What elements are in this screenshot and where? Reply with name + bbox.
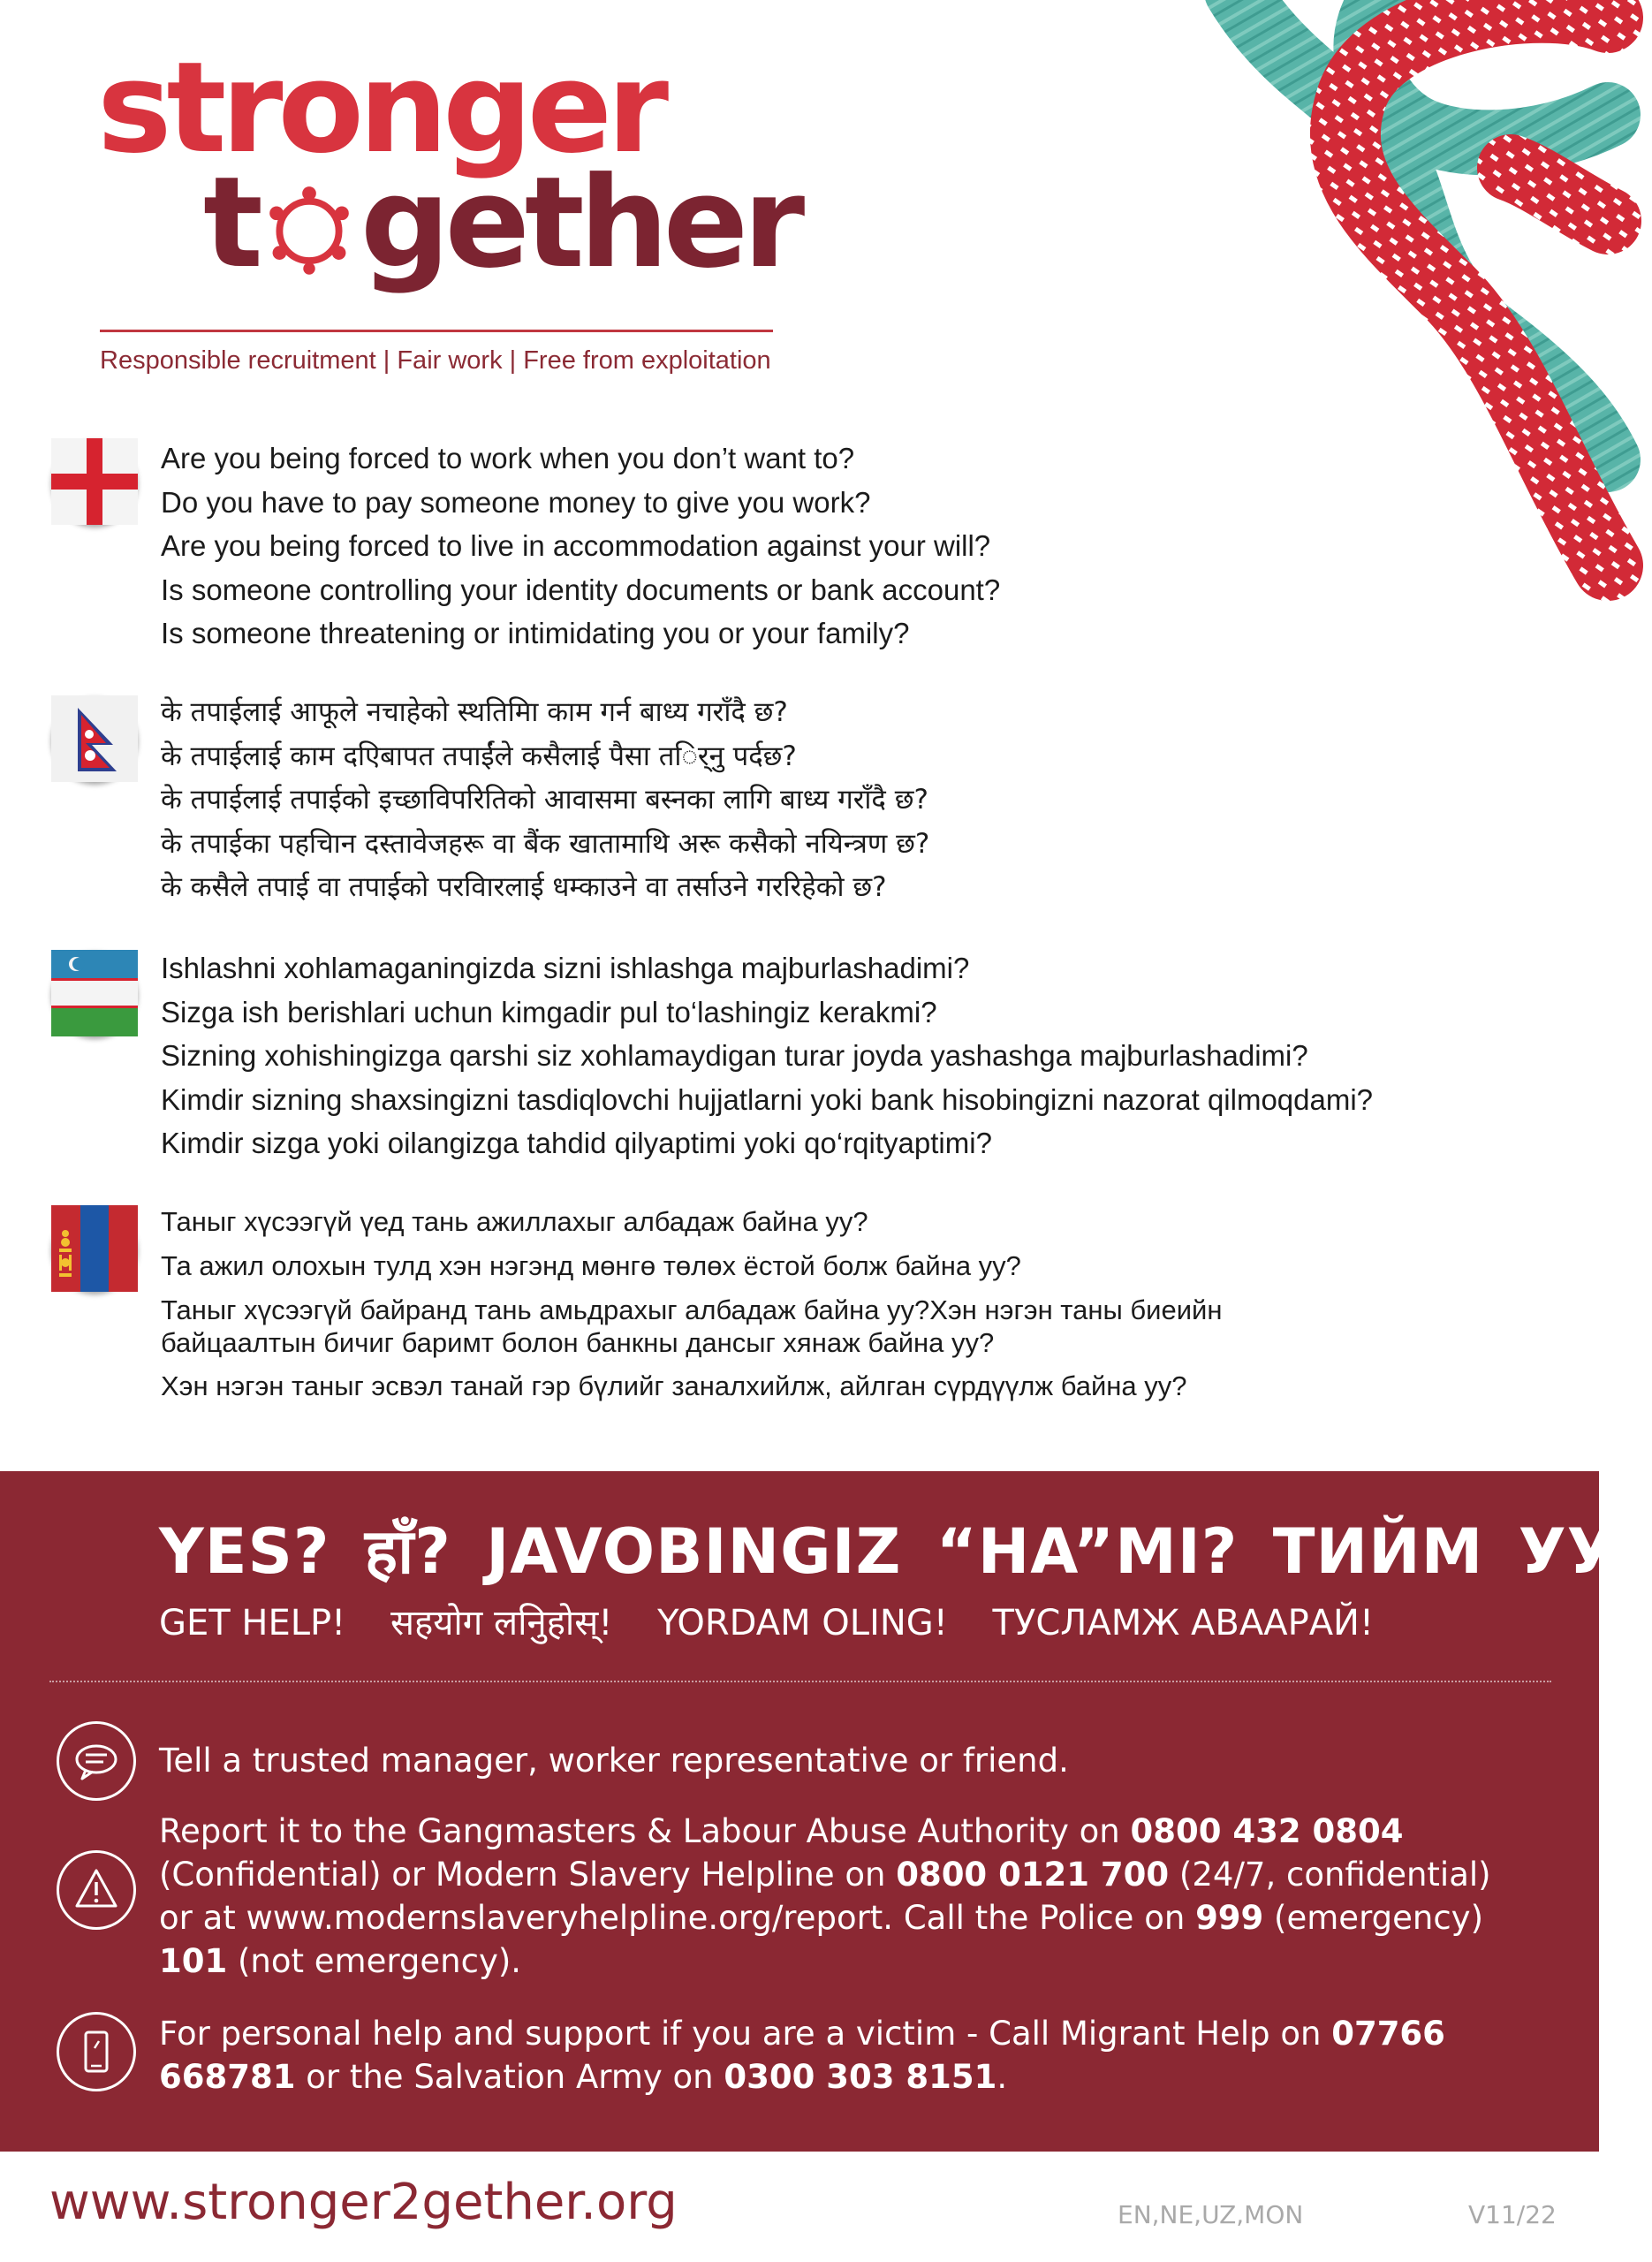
question-en-5: Is someone threatening or intimidating you or your family?	[161, 617, 910, 649]
get-help-ne: सहयोग लनिुहोस्!	[390, 1603, 613, 1643]
tell-text: Tell a trusted manager, worker representative or friend.	[159, 1742, 1069, 1780]
version-label: V11/22	[1468, 2200, 1557, 2229]
question-uz-4: Kimdir sizning shaxsingizni tasdiqlovchi hujjatlarni yoki bank hisobingizni nazorat qilmoqdami?	[161, 1082, 1374, 1116]
people-circle-icon	[260, 178, 359, 277]
question-mn-2: Та ажил олохын тулд хэн нэгэнд мөнгө төлөх ёстой болж байна уу?	[161, 1250, 1021, 1281]
uzbekistan-flag-icon	[51, 950, 138, 1036]
report-text-4: (emergency)	[1263, 1899, 1483, 1937]
questions-uzbek	[161, 946, 1373, 1165]
yes-headline	[159, 1507, 1652, 1591]
questions-english	[161, 436, 1000, 656]
question-mn-4: Хэн нэгэн таныг эсвэл танай гэр бүлийг заналхийлж, айлган сүрдүүлж байна уу?	[161, 1370, 1187, 1401]
gla-phone: 0800 432 0804	[1130, 1812, 1404, 1850]
question-en-4: Is someone controlling your identity documents or bank account?	[161, 573, 1001, 606]
question-mn-3b: байцаалтын бичиг баримт болон банкны дансыг хянаж байна уу?	[161, 1327, 995, 1358]
get-help-uz: YORDAM OLING!	[657, 1603, 948, 1643]
yes-uz: JAVOBINGIZ “HA”MI?	[486, 1515, 1239, 1588]
logo-together-text	[203, 150, 800, 296]
question-uz-3: Sizning xohishingizga qarshi siz xohlamaydigan turar joyda yashashga majburlashadimi?	[161, 1039, 1308, 1072]
logo-divider	[100, 330, 773, 332]
get-help-mn: ТУСЛАМЖ АВААРАЙ!	[992, 1603, 1375, 1643]
support-text-2: or the Salvation Army on	[295, 2058, 724, 2096]
question-ne-4: के तपाईका पहचिान दस्तावेजहरू वा बैंक खातामाथि अरू कसैको नयिन्त्रण छ?	[161, 827, 930, 860]
warning-triangle-icon	[57, 1850, 136, 1930]
logo-stronger-text: stronger	[97, 35, 664, 181]
police-emergency-number: 999	[1195, 1899, 1264, 1937]
report-text-2: (Confidential) or Modern Slavery Helpline on	[159, 1856, 897, 1894]
question-ne-2: के तपाईलाई काम दएिबापत तपाईंले कसैलाई पैसा तर्िनु पर्दछ?	[161, 740, 797, 772]
report-text-1: Report it to the Gangmasters & Labour Abuse Authority on	[159, 1812, 1131, 1850]
logo-together-start: t	[203, 150, 258, 296]
support-text-1: For personal help and support if you are a victim - Call Migrant Help on	[159, 2015, 1332, 2053]
speech-bubble-icon	[57, 1721, 136, 1801]
question-en-2: Do you have to pay someone money to give you work?	[161, 485, 871, 519]
yes-mn: ТИЙМ УУ?	[1272, 1515, 1652, 1588]
mobile-phone-icon	[57, 2012, 136, 2091]
question-mn-3a: Таныг хүсээгүй байранд тань амьдрахыг албадаж байна уу?Хэн нэгэн таны биеийн	[161, 1294, 1223, 1325]
mongolia-flag-icon	[51, 1205, 138, 1292]
question-mn-1: Таныг хүсээгүй үед тань ажиллахыг албадаж байна уу?	[161, 1206, 868, 1237]
website-link[interactable]: www.stronger2gether.org	[49, 2174, 678, 2231]
support-text	[159, 2012, 1502, 2099]
report-text-5: (not emergency).	[227, 1942, 522, 1980]
yes-en: YES?	[159, 1515, 330, 1588]
report-text	[159, 1810, 1502, 1983]
question-uz-1: Ishlashni xohlamaganingizda sizni ishlashga majburlashadimi?	[161, 952, 970, 984]
question-ne-5: के कसैले तपाई वा तपाईको परविारलाई धम्काउने वा तर्साउने गररिहेको छ?	[161, 871, 887, 903]
get-help-line	[159, 1597, 1407, 1645]
salvation-army-phone: 0300 303 8151	[724, 2058, 997, 2096]
get-help-en: GET HELP!	[159, 1603, 346, 1643]
england-flag-icon	[51, 438, 138, 525]
modern-slavery-phone: 0800 0121 700	[896, 1856, 1170, 1894]
question-uz-5: Kimdir sizga yoki oilangizga tahdid qilyaptimi yoki qo‘rqityaptimi?	[161, 1127, 992, 1159]
question-ne-3: के तपाईलाई तपाईको इच्छाविपरितिको आवासमा बस्नका लागि बाध्य गराँदै छ?	[161, 784, 928, 816]
panel-divider	[49, 1681, 1551, 1682]
tagline: Responsible recruitment | Fair work | Free from exploitation	[100, 346, 771, 375]
police-non-emergency-number: 101	[159, 1942, 228, 1980]
help-panel	[0, 1471, 1652, 2152]
nepal-flag-icon	[51, 695, 138, 782]
report-text-3: (24/7, confidential) or at www.modernslaveryhelpline.org/report. Call the Police on	[159, 1856, 1491, 1937]
question-en-1: Are you being forced to work when you don’t want to?	[161, 442, 855, 474]
question-uz-2: Sizga ish berishlari uchun kimgadir pul to‘lashingiz kerakmi?	[161, 995, 937, 1029]
questions-mongolian	[161, 1200, 1222, 1408]
language-codes: EN,NE,UZ,MON	[1118, 2200, 1304, 2229]
questions-nepali	[161, 691, 929, 910]
support-text-3: .	[997, 2058, 1008, 2096]
question-ne-1: के तपाईलाई आफूले नचाहेको स्थतिमिा काम गर्न बाध्य गराँदै छ?	[161, 696, 788, 728]
question-en-3: Are you being forced to live in accommodation against your will?	[161, 529, 991, 562]
rope-knot-image	[1219, 0, 1599, 592]
migrant-help-phone: 07766 668781	[159, 2015, 1445, 2096]
logo-together-end: gether	[360, 150, 800, 296]
yes-ne: हाँ?	[364, 1515, 451, 1588]
